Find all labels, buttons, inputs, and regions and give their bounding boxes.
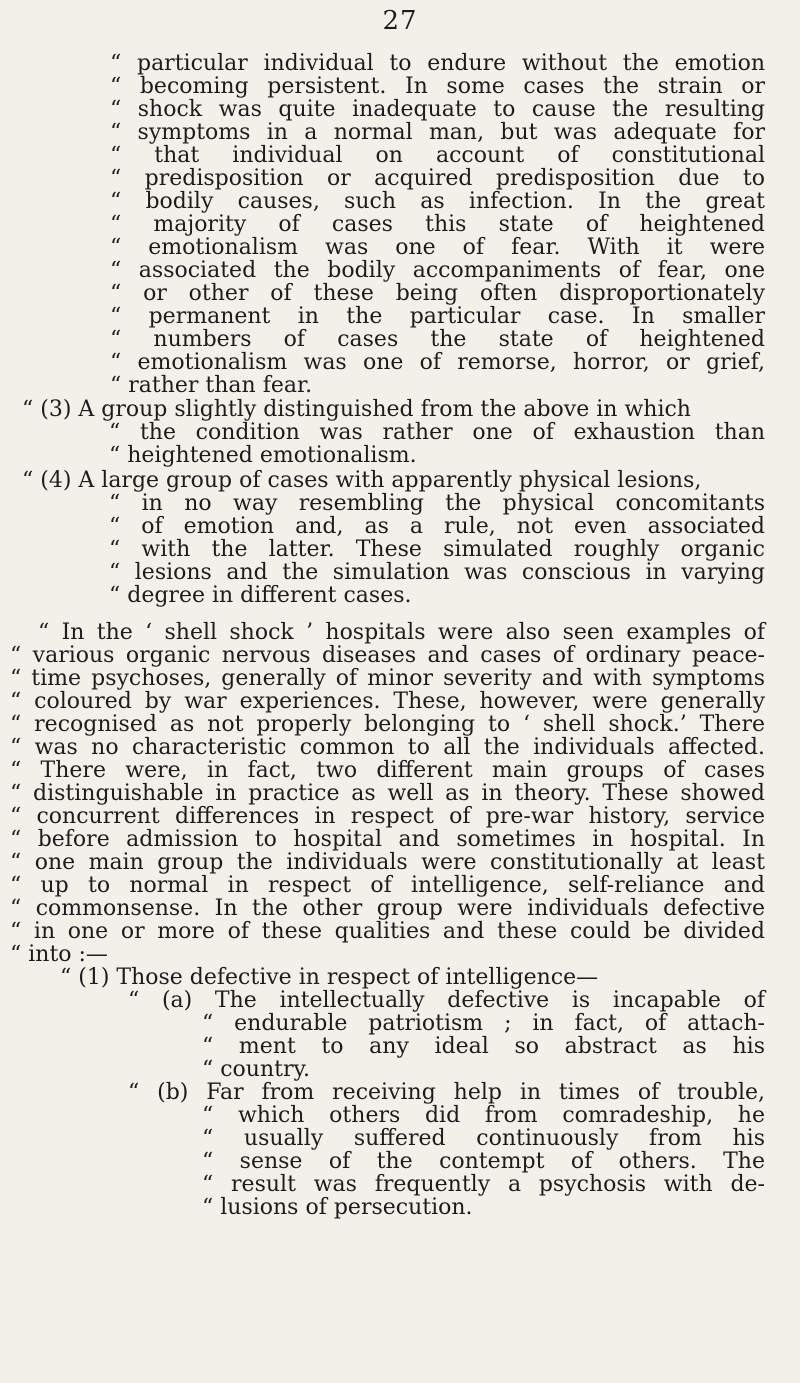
text-line: “ ment to any ideal so abstract as his <box>202 1034 765 1060</box>
text-line: “ particular individual to endure without the emotion <box>110 50 765 76</box>
text-line: “ associated the bodily accompaniments of fear, one <box>110 257 765 283</box>
text-line: “ in no way resembling the physical concomitants <box>109 490 765 516</box>
text-line: “ up to normal in respect of intelligence, self-reliance and <box>10 873 765 899</box>
text-line: “ the condition was rather one of exhaustion than <box>109 420 765 446</box>
text-line: “ There were, in fact, two different main groups of cases <box>10 758 765 784</box>
text-line: “ sense of the contempt of others. The <box>202 1149 765 1175</box>
list-item-first-line: “ (3) A group slightly distinguished from the above in which <box>22 397 691 423</box>
paragraph-first-line: “ In the ‘ shell shock ’ hospitals were also seen examples of <box>38 620 765 646</box>
text-line: “ country. <box>202 1057 311 1083</box>
text-line: “ that individual on account of constitutional <box>110 142 765 168</box>
text-line: “ rather than fear. <box>110 372 313 398</box>
text-line: “ bodily causes, such as infection. In the great <box>110 188 765 214</box>
text-line: “ of emotion and, as a rule, not even associated <box>109 513 765 539</box>
text-line: “ numbers of cases the state of heightened <box>110 326 765 352</box>
text-line: “ degree in different cases. <box>109 582 412 608</box>
text-line: “ which others did from comradeship, he <box>202 1103 765 1129</box>
text-line: “ time psychoses, generally of minor severity and with symptoms <box>10 666 765 692</box>
text-line: “ one main group the individuals were constitutionally at least <box>10 850 765 876</box>
text-line: “ concurrent differences in respect of pre-war history, service <box>10 804 765 830</box>
text-line: “ result was frequently a psychosis with de- <box>202 1172 765 1198</box>
subitem-b-first-line: “ (b) Far from receiving help in times of trouble, <box>128 1080 765 1106</box>
subitem-1: “ (1) Those defective in respect of intelligence— <box>60 965 599 991</box>
text-line: “ various organic nervous diseases and cases of ordinary peace- <box>10 643 765 669</box>
text-line: “ predisposition or acquired predisposition due to <box>110 165 765 191</box>
text-line: “ majority of cases this state of heightened <box>110 211 765 237</box>
text-line: “ endurable patriotism ; in fact, of attach- <box>202 1011 765 1037</box>
page-number: 27 <box>382 6 418 36</box>
text-line: “ heightened emotionalism. <box>109 443 417 469</box>
text-line: “ emotionalism was one of remorse, horror, or grief, <box>110 349 765 375</box>
text-line: “ was no characteristic common to all the individuals affected. <box>10 735 765 761</box>
text-line: “ before admission to hospital and sometimes in hospital. In <box>10 827 765 853</box>
text-line: “ emotionalism was one of fear. With it were <box>110 234 765 260</box>
text-line: “ permanent in the particular case. In smaller <box>110 303 765 329</box>
subitem-a-first-line: “ (a) The intellectually defective is incapable of <box>128 988 765 1014</box>
text-line: “ with the latter. These simulated roughly organic <box>109 536 765 562</box>
text-line: “ in one or more of these qualities and these could be divided <box>10 919 765 945</box>
text-line: “ shock was quite inadequate to cause the resulting <box>110 96 765 122</box>
text-line: “ lesions and the simulation was conscious in varying <box>109 559 765 585</box>
text-line: “ becoming persistent. In some cases the strain or <box>110 73 765 99</box>
text-line: “ commonsense. In the other group were individuals defective <box>10 896 765 922</box>
text-line: “ coloured by war experiences. These, however, were generally <box>10 689 765 715</box>
text-line: “ distinguishable in practice as well as in theory. These showed <box>10 781 765 807</box>
list-item-first-line: “ (4) A large group of cases with apparently physical lesions, <box>22 467 702 493</box>
text-line: “ lusions of persecution. <box>202 1195 473 1221</box>
text-line: “ recognised as not properly belonging to ‘ shell shock.’ There <box>10 712 765 738</box>
text-line: “ or other of these being often disproportionately <box>110 280 765 306</box>
text-line: “ symptoms in a normal man, but was adequate for <box>110 119 765 145</box>
text-line: “ into :— <box>10 942 108 968</box>
text-line: “ usually suffered continuously from his <box>202 1126 765 1152</box>
